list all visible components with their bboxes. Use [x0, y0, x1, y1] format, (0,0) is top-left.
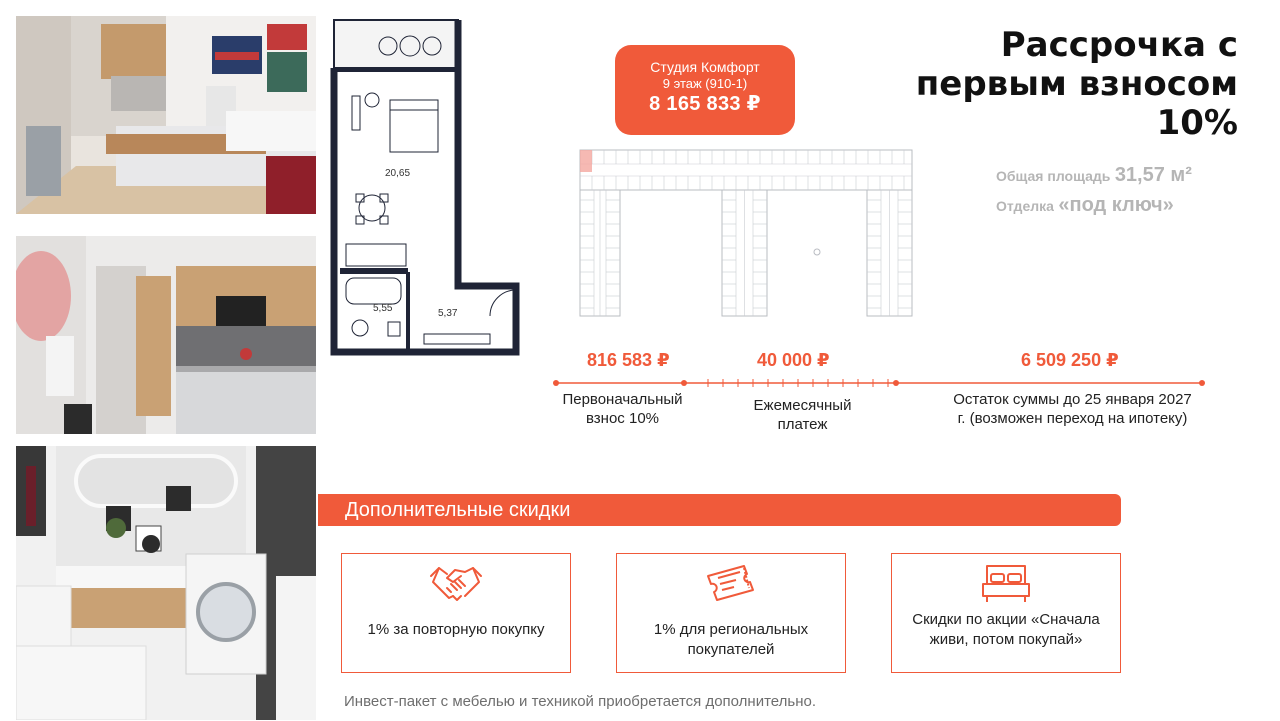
footnote: Инвест-пакет с мебелью и техникой приобретается дополнительно.	[344, 693, 816, 710]
interior-photo-bathroom	[16, 446, 316, 720]
discount-regional-text: 1% для региональных покупателей	[653, 621, 809, 658]
building-floor-scheme	[575, 148, 915, 320]
discount-card-repeat-purchase	[341, 553, 571, 673]
discount-repeat-text: 1% за повторную покупку	[367, 621, 545, 638]
finish-value: «под ключ»	[1058, 194, 1174, 216]
headline-line-1: Рассрочка с	[1000, 25, 1238, 65]
apartment-card	[615, 45, 795, 135]
discount-card-promo	[891, 553, 1121, 673]
tickets-icon	[704, 560, 758, 606]
finish-label: Отделка	[996, 198, 1054, 214]
down-payment-label: Первоначальный взнос 10%	[562, 391, 683, 427]
hall-area: 5,37	[438, 308, 458, 319]
spec-area	[996, 164, 1192, 187]
bed-icon	[979, 560, 1033, 606]
apartment-type: Студия Комфорт	[650, 59, 760, 75]
interior-photo-kitchen	[16, 236, 316, 434]
down-payment-amount: 816 583 ₽	[587, 350, 670, 370]
area-label: Общая площадь	[996, 168, 1111, 184]
installment-headline	[818, 26, 1238, 143]
remainder-amount: 6 509 250 ₽	[1021, 350, 1119, 370]
apartment-price: 8 165 833 ₽	[649, 93, 761, 115]
monthly-payment-amount: 40 000 ₽	[757, 350, 830, 370]
apartment-floor: 9 этаж (910-1)	[662, 76, 748, 91]
bathroom-area: 5,55	[373, 303, 393, 314]
headline-line-3: 10%	[1156, 103, 1238, 143]
monthly-payment-label: Ежемесячный платеж	[753, 397, 852, 433]
spec-finish	[996, 194, 1174, 217]
remainder-label: Остаток суммы до 25 января 2027 г. (возможен переход на ипотеку)	[953, 391, 1192, 427]
apartment-floor-plan	[330, 16, 520, 356]
discount-card-regional	[616, 553, 846, 673]
discounts-banner: Дополнительные скидки	[318, 494, 1121, 526]
area-value: 31,57 м²	[1114, 164, 1192, 186]
interior-photo-bedroom	[16, 16, 316, 214]
main-room-area: 20,65	[385, 168, 411, 179]
discount-promo-text: Скидки по акции «Сначала живи, потом покупай»	[912, 611, 1100, 648]
handshake-icon	[429, 560, 483, 606]
headline-line-2: первым взносом	[915, 64, 1238, 104]
